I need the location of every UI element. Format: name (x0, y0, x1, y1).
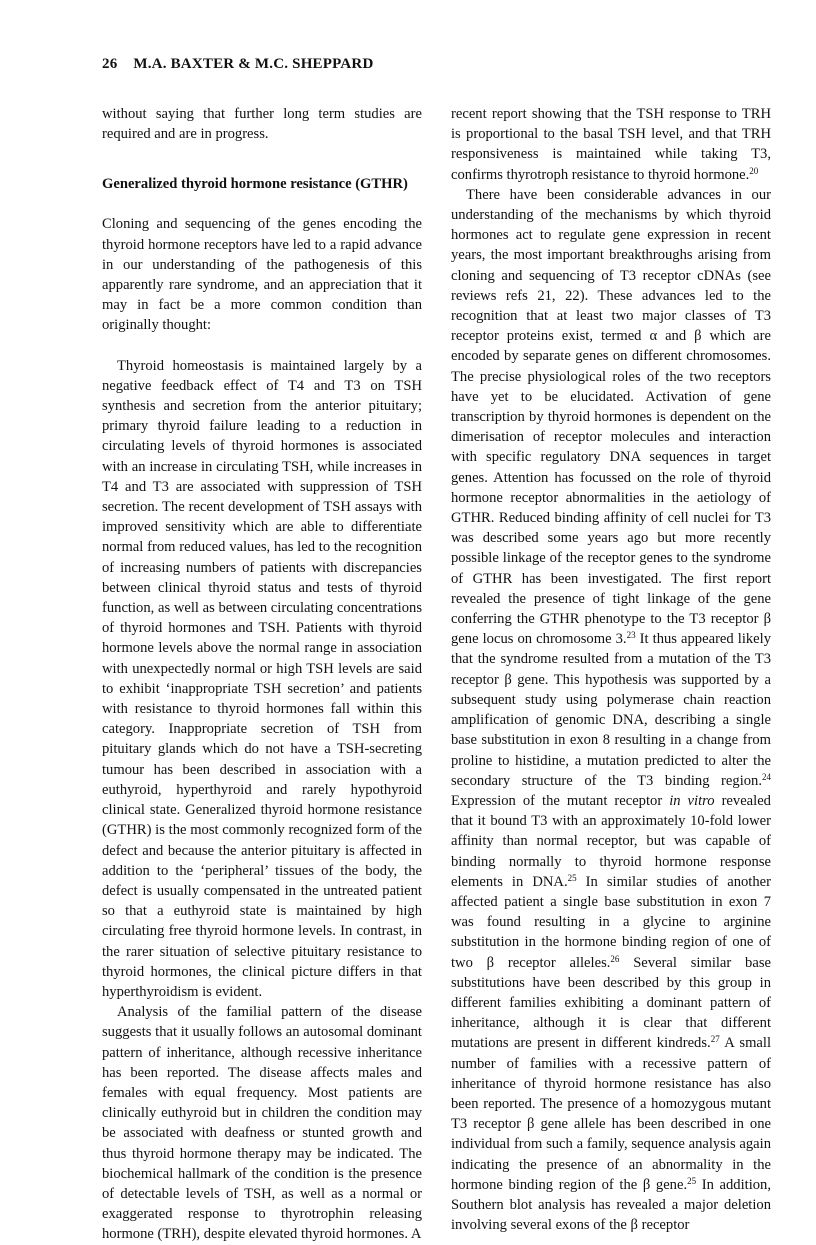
paragraph (451, 104, 771, 185)
citation: 20 (749, 165, 759, 176)
section-heading: Generalized thyroid hormone resistance (GTHR) (102, 176, 408, 193)
paragraph (451, 185, 771, 1236)
paragraph-text: A small number of families with a recessive pattern of inheritance of thyroid hormone resistance has also been reported. The presence of a homozygous mutant T3 receptor β gene allele has been described in one individual from such a family, sequence analysis again indicating the presence of an abnormality in the hormone binding region of the β gene. (451, 1035, 772, 1193)
intro-paragraph: without saying that further long term studies are required and are in progress. (102, 106, 422, 143)
left-column (102, 104, 422, 1245)
running-header (102, 56, 373, 73)
paragraph-text: Several similar base substitutions have been described by this group in different families exhibiting a dominant pattern of inheritance, although it is clear that different mutations are present in different kindreds. (451, 954, 771, 1052)
italic-term: in vitro (669, 792, 715, 809)
paragraph-text: There have been considerable advances in our understanding of the mechanisms by which thyroid hormones act to regulate gene expression in recent years, the most important breakthroughs arising from cloning and sequencing of T3 receptor cDNAs (see reviews refs 21, 22). These advances led to the recognition that at least two major classes of T3 receptor proteins exist, termed α and β which are encoded by separate genes on different chromosomes. The precise physiological roles of the two receptors have yet to be elucidated. Activation of gene transcription by thyroid hormones is dependent on the dimerisation of receptor molecules and interaction with specific regulatory DNA sequences in target genes. Attention has focussed on the role of thyroid hormone receptor abnormalities in the aetiology of GTHR. Reduced binding affinity of cell nuclei for T3 was described some years ago but more recently possible linkage of the receptor genes to the syndrome of GTHR has been investigated. The first report revealed the presence of tight linkage of the gene conferring the GTHR phenotype to the T3 receptor β gene locus on chromosome 3. (451, 186, 771, 648)
paragraph: Cloning and sequencing of the genes encoding the thyroid hormone receptors have led to a rapid advance in our understanding of the pathogenesis of this apparently rare syndrome, and an appreciation that it may in fact be a more common condition than originally thought: (102, 216, 422, 334)
citation: 24 (762, 771, 771, 782)
paragraph: Thyroid homeostasis is maintained largely by a negative feedback effect of T4 and T3 on TSH synthesis and secretion from the anterior pituitary; primary thyroid failure leading to a reduction in circulating levels of thyroid hormones is associated with an increase in circulating TSH, while increases in T4 and T3 are associated with suppression of TSH secretion. The recent development of TSH assays with improved sensitivity which are able to differentiate normal from reduced values, has led to the recognition of increasing numbers of patients with discrepancies between clinical thyroid status and tests of thyroid function, as well as between circulating concentrations of thyroid hormones and TSH. Patients with thyroid hormone levels above the normal range in association with unexpectedly normal or high TSH levels are said to exhibit ‘inappropriate TSH secretion’ and patients with resistance to thyroid hormones fall within this category. Inappropriate secretion of TSH from pituitary glands which do not have a TSH-secreting tumour has been described in association with a euthyroid, hyperthyroid and rarely hypothyroid clinical state. Generalized thyroid hormone resistance (GTHR) is the most commonly recognized form of the defect and because the anterior pituitary is affected in addition to the ‘peripheral’ tissues of the body, the defect is usually compensated in the untreated patient so that a euthyroid state is maintained by high circulating free thyroid hormone levels. In contrast, in the rarer situation of selective pituitary resistance to thyroid hormones, the clinical picture differs in that hyperthyroidism is evident. (102, 357, 422, 1000)
paragraph-text: recent report showing that the TSH response to TRH is proportional to the basal TSH level, and that TRH responsiveness is maintained while taking T3, confirms thyrotroph resistance to thyroid hormone. (451, 106, 771, 183)
page-number: 26 (102, 56, 118, 72)
paragraph-text: It thus appeared likely that the syndrome resulted from a mutation of the T3 receptor β gene. This hypothesis was supported by a subsequent study using polymerase chain reaction amplification of genomic DNA, describing a single base substitution in exon 8 resulting in a change from proline to histidine, a mutation predicted to alter the secondary structure of the T3 binding region. (451, 631, 772, 789)
paragraph: Analysis of the familial pattern of the disease suggests that it usually follows an autosomal dominant pattern of inheritance, although recessive inheritance has been reported. The disease affects males and females with equal frequency. Most patients are clinically euthyroid but in children the condition may be associated with deafness or stunted growth and thus thyroid hormone therapy may be indicated. The biochemical hallmark of the condition is the presence of detectable levels of TSH, as well as a normal or exaggerated response to thyrotrophin releasing hormone (TRH), despite elevated thyroid hormones. A (102, 1004, 422, 1243)
paragraph-text: revealed that it bound T3 with an approximately 10-fold lower affinity than normal receptor, but was capable of binding normally to thyroid hormone response elements in DNA. (451, 792, 771, 890)
citation: 25 (567, 872, 577, 883)
running-authors: M.A. BAXTER & M.C. SHEPPARD (133, 56, 374, 72)
citation: 23 (626, 630, 636, 641)
right-column (451, 104, 771, 1235)
paragraph-text: In addition, Southern blot analysis has revealed a major deletion involving several exons of the β receptor (451, 1176, 771, 1234)
citation: 27 (710, 1034, 720, 1045)
paragraph-text: Expression of the mutant receptor (451, 792, 670, 809)
citation: 26 (610, 953, 620, 964)
paragraph-text: In similar studies of another affected patient a single base substitution in exon 7 was found resulting in a glycine to arginine substitution in the hormone binding region of one of two β receptor alleles. (451, 873, 771, 971)
citation: 25 (687, 1175, 697, 1186)
